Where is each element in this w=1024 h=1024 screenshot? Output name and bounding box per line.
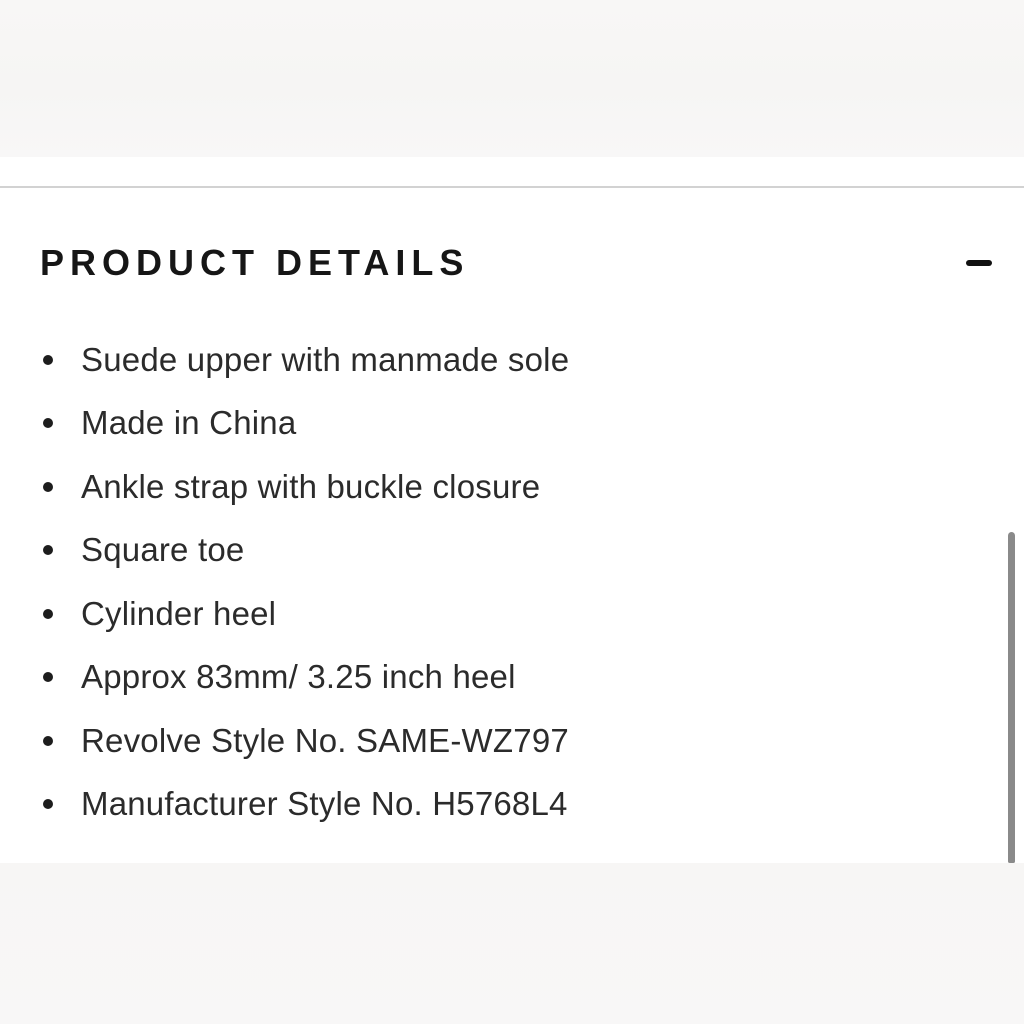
next-section-area — [0, 863, 1024, 1024]
list-item — [43, 328, 569, 392]
list-item — [43, 646, 569, 710]
product-details-accordion-header[interactable] — [40, 238, 994, 288]
bullet-icon — [43, 736, 53, 746]
list-item-text: Suede upper with manmade sole — [81, 340, 570, 378]
bullet-icon — [43, 609, 53, 619]
list-item-text: Manufacturer Style No. H5768L4 — [81, 785, 568, 823]
bullet-icon — [43, 672, 53, 682]
product-image-area — [0, 0, 1024, 157]
list-item-text: Approx 83mm/ 3.25 inch heel — [81, 658, 516, 696]
list-item-text: Made in China — [81, 404, 297, 442]
list-item-text: Cylinder heel — [81, 594, 277, 632]
list-item — [43, 709, 569, 773]
section-divider — [0, 186, 1024, 188]
bullet-icon — [43, 418, 53, 428]
list-item-text: Revolve Style No. SAME-WZ797 — [81, 721, 569, 759]
bullet-icon — [43, 545, 53, 555]
list-item-text: Square toe — [81, 531, 245, 569]
list-item — [43, 455, 569, 519]
minus-icon[interactable] — [966, 260, 992, 266]
list-item — [43, 773, 569, 837]
list-item — [43, 392, 569, 456]
list-item — [43, 582, 569, 646]
bullet-icon — [43, 355, 53, 365]
list-item — [43, 519, 569, 583]
bullet-icon — [43, 482, 53, 492]
list-item-text: Ankle strap with buckle closure — [81, 467, 541, 505]
product-details-list — [43, 328, 569, 836]
section-title: PRODUCT DETAILS — [40, 242, 470, 283]
bullet-icon — [43, 799, 53, 809]
scrollbar-thumb[interactable] — [1008, 532, 1015, 863]
